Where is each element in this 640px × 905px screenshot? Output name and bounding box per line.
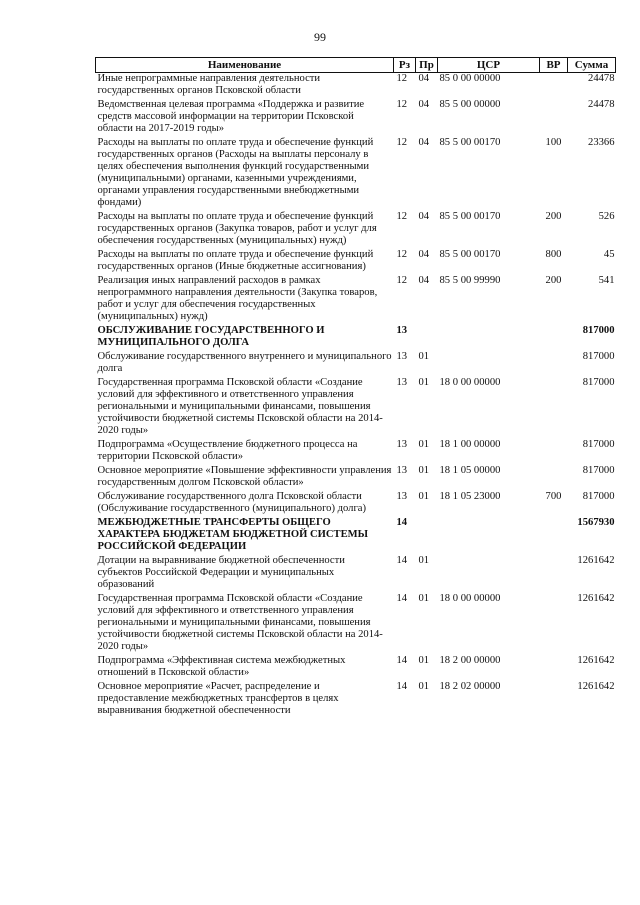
cell-vr xyxy=(540,351,568,377)
cell-vr xyxy=(540,465,568,491)
cell-csr: 18 0 00 00000 xyxy=(439,593,501,604)
cell-csr xyxy=(438,517,540,555)
cell-rz: 12 xyxy=(396,249,408,260)
header-vr: ВР xyxy=(540,58,568,73)
cell-sum: 1567930 xyxy=(577,517,615,528)
cell-pr: 01 xyxy=(418,439,430,450)
table-row xyxy=(96,325,616,351)
table-row xyxy=(96,681,616,719)
cell-pr xyxy=(416,517,438,555)
cell-rz: 14 xyxy=(396,681,408,692)
cell-vr xyxy=(540,73,568,100)
cell-vr xyxy=(540,555,568,593)
table-row xyxy=(96,655,616,681)
cell-pr xyxy=(416,325,438,351)
budget-table xyxy=(95,57,616,719)
cell-sum: 817000 xyxy=(582,351,615,362)
cell-pr: 01 xyxy=(418,351,430,362)
cell-pr: 01 xyxy=(418,593,430,604)
cell-csr: 85 5 00 00170 xyxy=(439,137,501,148)
cell-pr: 01 xyxy=(418,377,430,388)
cell-name: Государственная программа Псковской области «Создание условий для эффективного и ответственного управления региональными и муниципальными финансами, повышения устойчивости бюджетной системы Псковской области на 2014-2020 годы» xyxy=(97,593,383,652)
cell-vr xyxy=(540,681,568,719)
table-row xyxy=(96,555,616,593)
cell-csr xyxy=(438,555,540,593)
cell-name: ОБСЛУЖИВАНИЕ ГОСУДАРСТВЕННОГО И МУНИЦИПАЛЬНОГО ДОЛГА xyxy=(97,325,325,348)
cell-pr: 04 xyxy=(418,137,430,148)
cell-rz: 13 xyxy=(396,491,408,502)
table-row xyxy=(96,439,616,465)
cell-sum: 23366 xyxy=(588,137,615,148)
cell-pr: 04 xyxy=(418,275,430,286)
cell-sum: 817000 xyxy=(582,465,615,476)
table-row xyxy=(96,275,616,325)
cell-vr: 100 xyxy=(545,137,562,148)
cell-sum: 526 xyxy=(598,211,615,222)
cell-rz: 12 xyxy=(396,211,408,222)
cell-sum: 24478 xyxy=(588,99,615,110)
table-row xyxy=(96,249,616,275)
table-row xyxy=(96,351,616,377)
cell-rz: 14 xyxy=(396,593,408,604)
header-csr: ЦСР xyxy=(438,58,540,73)
cell-pr: 01 xyxy=(418,555,430,566)
table-row xyxy=(96,73,616,100)
cell-csr: 18 0 00 00000 xyxy=(439,377,501,388)
cell-vr xyxy=(540,439,568,465)
cell-sum: 1261642 xyxy=(577,555,615,566)
header-rz: Рз xyxy=(394,58,416,73)
cell-name: Основное мероприятие «Расчет, распределение и предоставление межбюджетных трансфертов в целях выравнивания бюджетной обеспеченности xyxy=(97,681,339,716)
cell-vr xyxy=(540,377,568,439)
cell-rz: 14 xyxy=(396,555,408,566)
cell-pr: 01 xyxy=(418,655,430,666)
cell-name: МЕЖБЮДЖЕТНЫЕ ТРАНСФЕРТЫ ОБЩЕГО ХАРАКТЕРА БЮДЖЕТАМ БЮДЖЕТНОЙ СИСТЕМЫ РОССИЙСКОЙ ФЕДЕРАЦИИ xyxy=(97,517,369,552)
table-row xyxy=(96,517,616,555)
cell-pr: 04 xyxy=(418,73,430,84)
cell-csr: 85 5 00 99990 xyxy=(439,275,501,286)
cell-rz: 14 xyxy=(396,655,408,666)
cell-vr: 200 xyxy=(545,211,562,222)
cell-rz: 12 xyxy=(396,275,408,286)
cell-rz: 12 xyxy=(396,137,408,148)
cell-csr: 85 5 00 00000 xyxy=(439,99,501,110)
cell-name: Подпрограмма «Осуществление бюджетного процесса на территории Псковской области» xyxy=(97,439,358,462)
cell-name: Обслуживание государственного внутреннего и муниципального долга xyxy=(97,351,392,374)
cell-rz: 12 xyxy=(396,73,408,84)
table-row xyxy=(96,211,616,249)
cell-rz: 13 xyxy=(396,325,408,336)
cell-csr: 85 5 00 00170 xyxy=(439,249,501,260)
page-number: 99 xyxy=(314,30,326,44)
cell-vr: 200 xyxy=(545,275,562,286)
cell-rz: 13 xyxy=(396,465,408,476)
cell-sum: 817000 xyxy=(582,439,615,450)
cell-sum: 817000 xyxy=(582,491,615,502)
cell-name: Государственная программа Псковской области «Создание условий для эффективного и ответственного управления региональными и муниципальными финансами, повышения устойчивости бюджетной системы Псковской области на 2014-2020 годы» xyxy=(97,377,383,436)
cell-name: Расходы на выплаты по оплате труда и обеспечение функций государственных органов (Закупка товаров, работ и услуг для обеспечения государственных (муниципальных) нужд) xyxy=(97,211,377,246)
cell-pr: 01 xyxy=(418,681,430,692)
cell-rz: 13 xyxy=(396,377,408,388)
cell-name: Подпрограмма «Эффективная система межбюджетных отношений в Псковской области» xyxy=(97,655,346,678)
cell-csr: 18 1 05 23000 xyxy=(439,491,501,502)
cell-csr: 18 2 00 00000 xyxy=(439,655,501,666)
table-row xyxy=(96,593,616,655)
cell-sum: 24478 xyxy=(588,73,615,84)
cell-sum: 1261642 xyxy=(577,681,615,692)
header-sum: Сумма xyxy=(568,58,616,73)
cell-name: Расходы на выплаты по оплате труда и обеспечение функций государственных органов (Расходы на выплаты персоналу в целях обеспечения выполнения функций государственными (муниципальными) органами, казенными учреждениями, органами управления государственными внебюджетными фондами) xyxy=(97,137,374,208)
header-pr: Пр xyxy=(416,58,438,73)
cell-csr xyxy=(438,351,540,377)
table-row xyxy=(96,99,616,137)
cell-csr: 85 0 00 00000 xyxy=(439,73,501,84)
cell-rz: 14 xyxy=(396,517,408,528)
cell-rz: 13 xyxy=(396,439,408,450)
table-body xyxy=(96,73,616,720)
cell-sum: 45 xyxy=(603,249,615,260)
table-header-row xyxy=(96,58,616,73)
cell-csr: 18 2 02 00000 xyxy=(439,681,501,692)
cell-vr xyxy=(540,99,568,137)
cell-name: Обслуживание государственного долга Псковской области (Обслуживание государственного (муниципального) долга) xyxy=(97,491,367,514)
cell-vr: 700 xyxy=(545,491,562,502)
cell-name: Основное мероприятие «Повышение эффективности управления государственным долгом Псковской области» xyxy=(97,465,392,488)
cell-sum: 1261642 xyxy=(577,593,615,604)
header-name: Наименование xyxy=(96,58,394,73)
cell-pr: 04 xyxy=(418,249,430,260)
table-row xyxy=(96,491,616,517)
cell-csr xyxy=(438,325,540,351)
cell-rz: 13 xyxy=(396,351,408,362)
cell-sum: 541 xyxy=(598,275,615,286)
cell-sum: 817000 xyxy=(582,325,615,336)
cell-name: Ведомственная целевая программа «Поддержка и развитие средств массовой информации на территории Псковской области на 2017-2019 годы» xyxy=(97,99,365,134)
cell-pr: 01 xyxy=(418,465,430,476)
cell-sum: 1261642 xyxy=(577,655,615,666)
cell-name: Дотации на выравнивание бюджетной обеспеченности субъектов Российской Федерации и муниципальных образований xyxy=(97,555,345,590)
cell-vr xyxy=(540,655,568,681)
cell-csr: 85 5 00 00170 xyxy=(439,211,501,222)
cell-sum: 817000 xyxy=(582,377,615,388)
cell-vr: 800 xyxy=(545,249,562,260)
cell-pr: 01 xyxy=(418,491,430,502)
cell-name: Иные непрограммные направления деятельности государственных органов Псковской области xyxy=(97,73,321,96)
cell-name: Реализация иных направлений расходов в рамках непрограммного направления деятельности (Закупка товаров, работ и услуг для обеспечения государственных (муниципальных) нужд) xyxy=(97,275,378,322)
cell-csr: 18 1 00 00000 xyxy=(439,439,501,450)
cell-vr xyxy=(540,325,568,351)
cell-pr: 04 xyxy=(418,211,430,222)
cell-vr xyxy=(540,593,568,655)
cell-pr: 04 xyxy=(418,99,430,110)
cell-name: Расходы на выплаты по оплате труда и обеспечение функций государственных органов (Иные бюджетные ассигнования) xyxy=(97,249,374,272)
table-row xyxy=(96,137,616,211)
cell-vr xyxy=(540,517,568,555)
cell-csr: 18 1 05 00000 xyxy=(439,465,501,476)
table-row xyxy=(96,377,616,439)
cell-rz: 12 xyxy=(396,99,408,110)
table-row xyxy=(96,465,616,491)
